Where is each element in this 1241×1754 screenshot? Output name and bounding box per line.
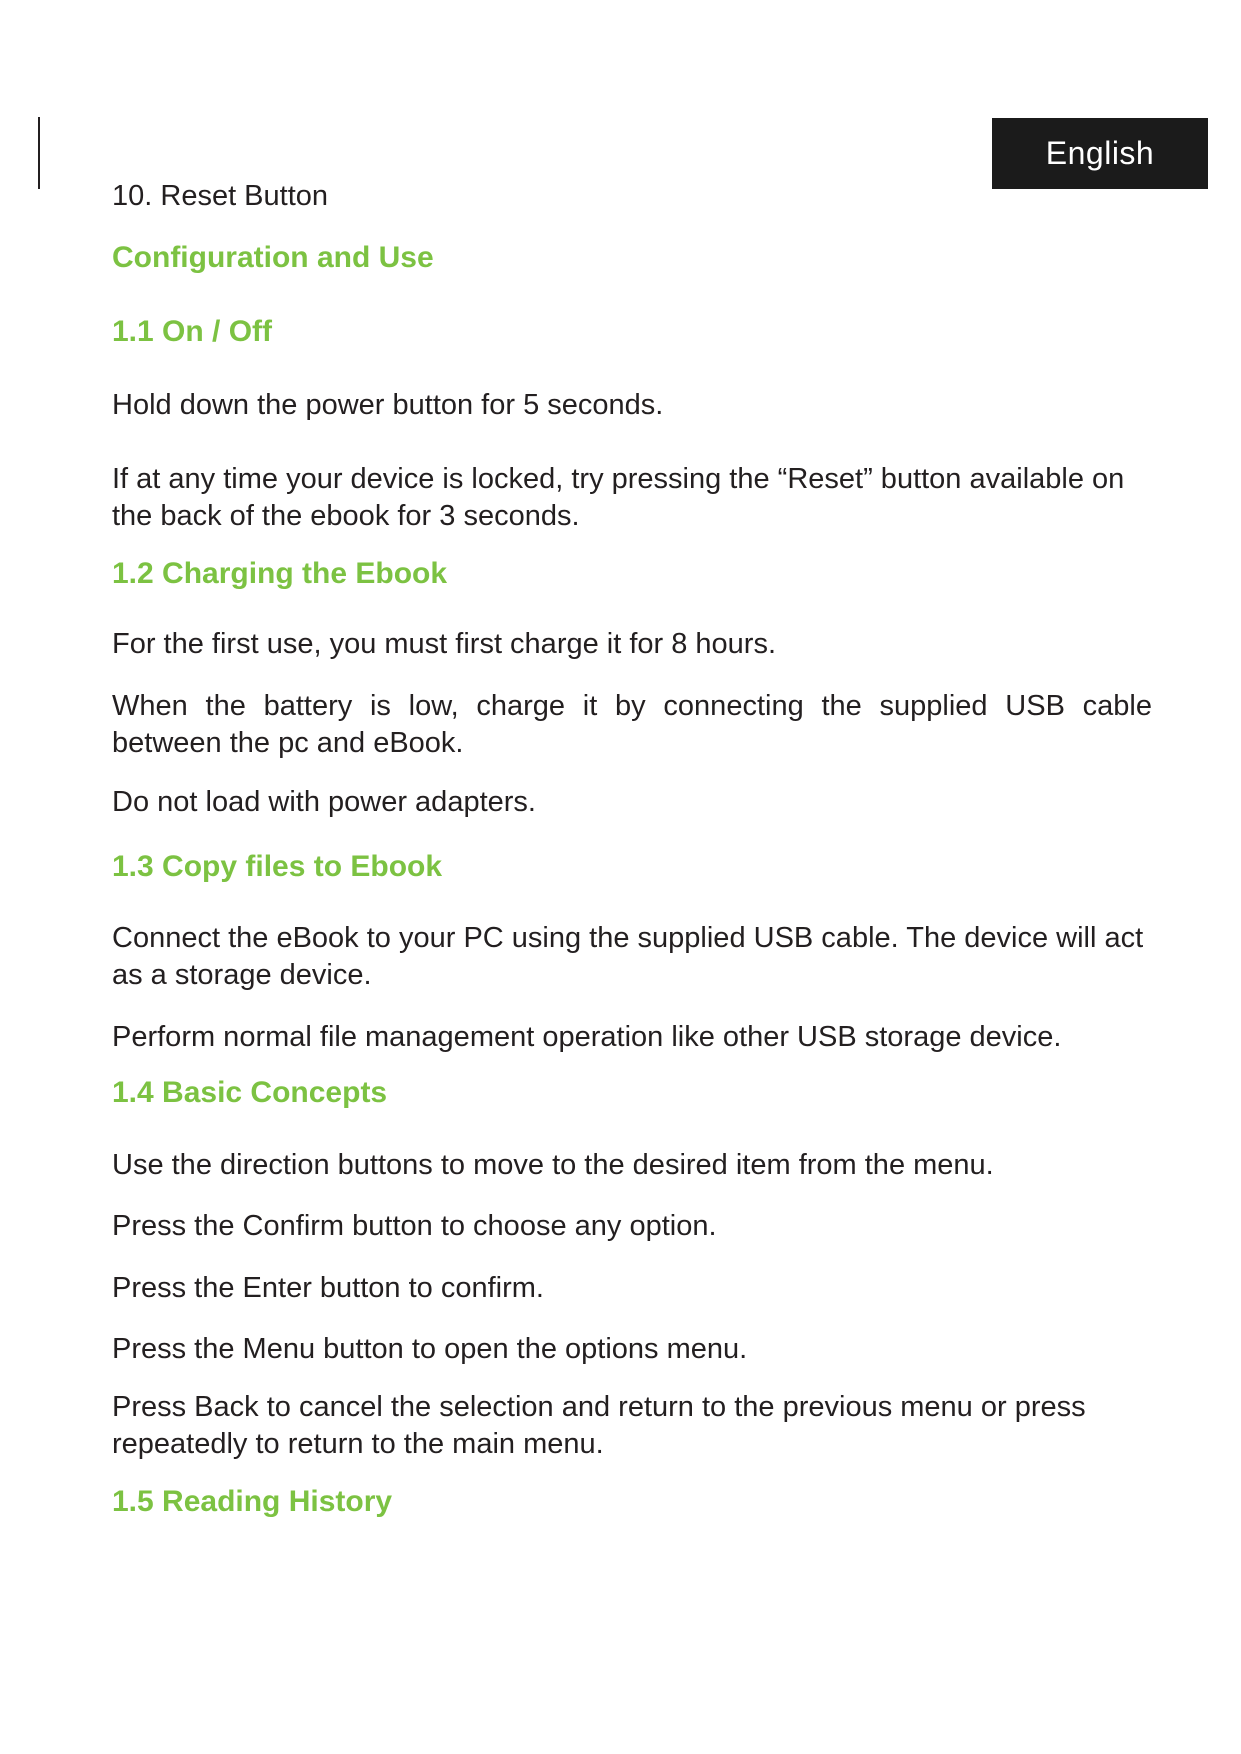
heading-1-3: 1.3 Copy files to Ebook (112, 850, 443, 883)
paragraph-1-4-a: Use the direction buttons to move to the desired item from the menu. (112, 1149, 994, 1181)
paragraph-1-4-d: Press the Menu button to open the options menu. (112, 1333, 748, 1365)
section-title: Configuration and Use (112, 241, 434, 274)
paragraph-1-3-b: Perform normal file management operation like other USB storage device. (112, 1021, 1062, 1053)
heading-1-4: 1.4 Basic Concepts (112, 1076, 388, 1109)
heading-1-2: 1.2 Charging the Ebook (112, 557, 448, 590)
language-badge: English (992, 118, 1208, 189)
heading-1-5: 1.5 Reading History (112, 1485, 393, 1518)
paragraph-1-4-b: Press the Confirm button to choose any option. (112, 1210, 717, 1242)
page-margin-rule (38, 117, 40, 189)
intro-item: 10. Reset Button (112, 180, 329, 212)
paragraph-1-2-c: Do not load with power adapters. (112, 786, 536, 818)
paragraph-1-2-a: For the first use, you must first charge it for 8 hours. (112, 628, 777, 660)
paragraph-1-4-c: Press the Enter button to confirm. (112, 1272, 544, 1304)
paragraph-1-1-a: Hold down the power button for 5 seconds. (112, 389, 664, 421)
heading-1-1: 1.1 On / Off (112, 315, 273, 348)
paragraph-1-4-e: Press Back to cancel the selection and return to the previous menu or press repeatedly to return to the main menu. (112, 1391, 1086, 1460)
paragraph-1-2-b: When the battery is low, charge it by connecting the supplied USB cable between the pc and eBook. (112, 690, 1152, 759)
paragraph-1-3-a: Connect the eBook to your PC using the supplied USB cable. The device will act as a storage device. (112, 922, 1144, 991)
paragraph-1-1-b: If at any time your device is locked, try pressing the “Reset” button available on the back of the ebook for 3 seconds. (112, 463, 1125, 532)
